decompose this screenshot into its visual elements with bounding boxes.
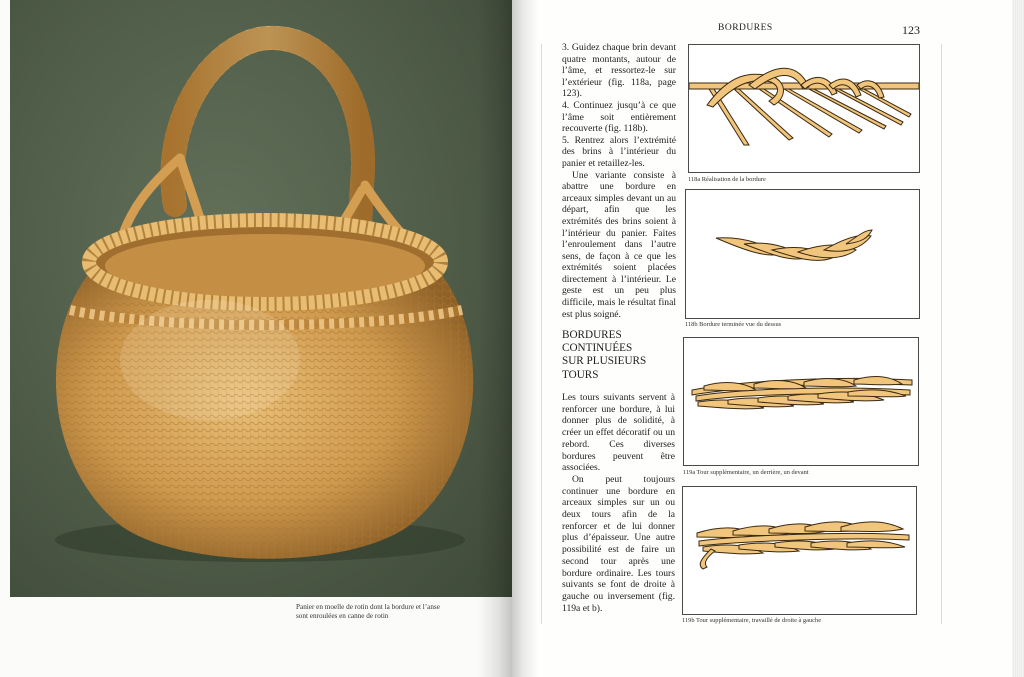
figure-119a-caption: 119a Tour supplémentaire, un derrière, un devant xyxy=(683,469,809,476)
paragraph: 4. Continuez jusqu’à ce que l’âme soit entièrement recouverte (fig. 118b). xyxy=(562,99,676,135)
running-head: BORDURES xyxy=(718,23,773,33)
figure-column-rule xyxy=(941,44,942,624)
figure-118b xyxy=(685,189,920,319)
page-edges xyxy=(1012,0,1024,677)
paragraph: Les tours suivants servent à renforcer une bordure, à lui donner plus de solidité, à créer un effet décoratif ou un rebord. Ces diverses bordures peuvent être associées. xyxy=(562,392,675,474)
figure-118a xyxy=(688,44,920,173)
figure-119b-caption: 119b Tour supplémentaire, travaillé de droite à gauche xyxy=(682,617,822,624)
text-column-rule xyxy=(541,44,542,624)
paragraph: 5. Rentrez alors l’extrémité des brins à l’intérieur du panier et retaillez-les. xyxy=(562,134,676,169)
paragraph: Une variante consiste à abattre une bordure en arceaux simples devant un au départ, afin que les extrémités des brins soient à l’intérieur du panier. Faites l’enroulement dans l’autre sens, de façon à ce que les extrémités soient placées directement à l’intérieur. Le geste est un peu plus difficile, mais le résultat final est plus soigné. xyxy=(562,169,676,320)
section-heading-line: TOURS xyxy=(562,368,599,381)
page-number: 123 xyxy=(902,23,920,37)
text-column-bottom xyxy=(562,392,675,614)
text-column-top xyxy=(562,42,676,320)
section-heading-line: BORDURES xyxy=(562,329,622,341)
right-gutter-shadow xyxy=(512,0,538,677)
paragraph: 3. Guidez chaque brin devant quatre montants, autour de l’âme, et ressortez-le sur l’extérieur (fig. 118a, page 123). xyxy=(562,42,676,100)
figure-118a-caption: 118a Réalisation de la bordure xyxy=(688,176,766,183)
figure-119b xyxy=(682,486,917,615)
section-heading-line: CONTINUÉES xyxy=(562,342,633,355)
photo-caption-line-2: sont enroulées en canne de rotin xyxy=(296,612,389,620)
basket-illustration xyxy=(10,0,512,597)
figure-118b-caption: 118b Bordure terminée vue du dessus xyxy=(685,321,782,328)
basket-photo xyxy=(10,0,512,597)
figure-119a xyxy=(683,337,919,466)
section-heading-line: SUR PLUSIEURS xyxy=(562,355,647,368)
photo-caption-line-1: Panier en moelle de rotin dont la bordure et l’anse xyxy=(296,603,440,611)
paragraph: On peut toujours continuer une bordure en arceaux simples sur un ou deux tours afin de la renforcer et de lui donner plus d’épaisseur. Une autre possibilité est de faire un second tour après une bordure ordinaire. Les tours suivants se font de droite à gauche ou inversement (fig. 119a et b). xyxy=(562,473,675,614)
right-page xyxy=(512,0,1024,677)
section-heading xyxy=(562,329,682,382)
photo-caption xyxy=(296,603,496,621)
